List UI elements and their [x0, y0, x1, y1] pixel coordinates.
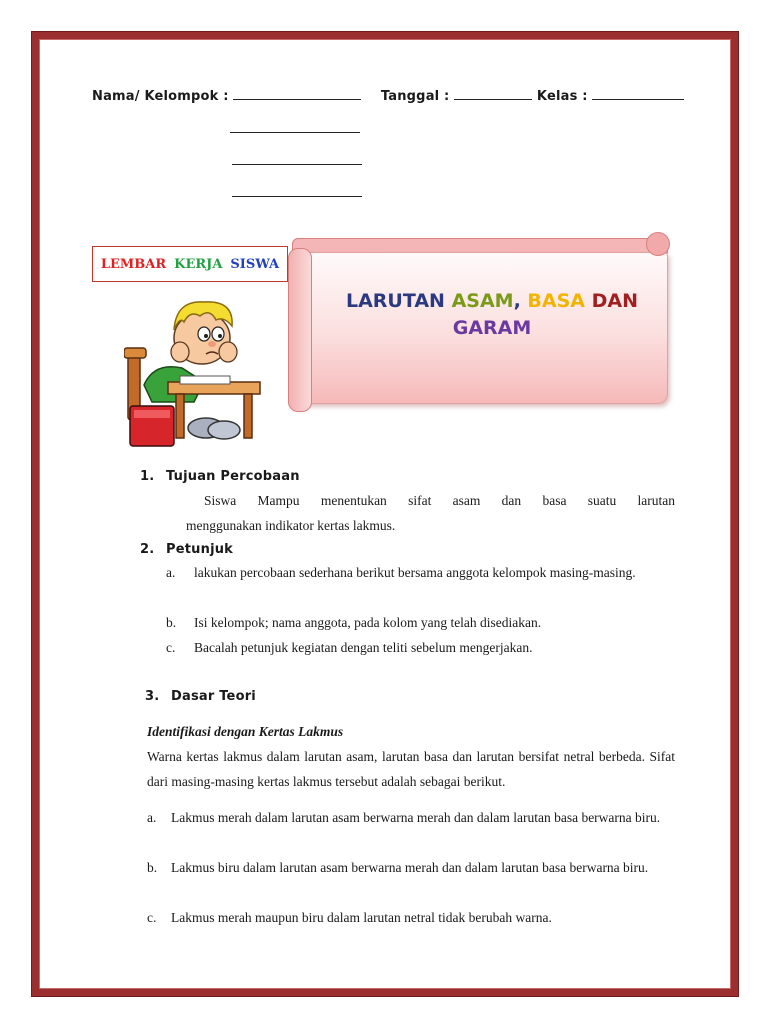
list-item-marker: a.: [166, 565, 176, 580]
section-2-title: Petunjuk: [166, 542, 234, 557]
member-blank-3[interactable]: [232, 196, 362, 197]
student-info-line: [92, 88, 684, 104]
badge-word-kerja: KERJA: [174, 256, 223, 272]
list-item-marker: c.: [147, 910, 157, 925]
nama-label: Nama/ Kelompok :: [92, 89, 229, 104]
kelas-label: Kelas :: [536, 89, 588, 104]
title-word-dan: DAN: [591, 290, 639, 312]
scroll-curl: [646, 232, 670, 256]
list-item-marker: c.: [166, 640, 176, 655]
list-item-text: Lakmus merah maupun biru dalam larutan netral tidak berubah warna.: [171, 910, 552, 925]
member-blank-2[interactable]: [232, 164, 362, 165]
section-1-heading: [140, 469, 300, 484]
section-2-heading: [140, 542, 233, 557]
section-1-body-line-1: Siswa Mampu menentukan sifat asam dan basa suatu larutan: [204, 493, 675, 508]
list-item: [166, 610, 675, 635]
section-3-subheading: Identifikasi dengan Kertas Lakmus: [147, 724, 344, 739]
section-3-intro: Warna kertas lakmus dalam larutan asam, larutan basa dan larutan bersifat netral berbeda. Sifat dari masing-masing kertas lakmus tersebut adalah sebagai berikut.: [147, 749, 675, 789]
section-2-number: 2.: [140, 542, 155, 557]
title-scroll-banner: [292, 238, 670, 410]
title-word-asam: ASAM: [451, 290, 514, 312]
list-item-marker: b.: [147, 860, 158, 875]
list-item-marker: b.: [166, 615, 177, 630]
worksheet-title: [332, 288, 652, 342]
section-1-number: 1.: [140, 469, 155, 484]
list-item-text: Isi kelompok; nama anggota, pada kolom yang telah disediakan.: [194, 615, 542, 630]
section-3-heading: [145, 689, 256, 704]
title-word-garam: GARAM: [452, 317, 532, 339]
section-1-title: Tujuan Percobaan: [166, 469, 300, 484]
title-comma: ,: [513, 290, 521, 312]
badge-word-lembar: LEMBAR: [100, 256, 167, 272]
student-thinking-at-desk-icon: [124, 290, 264, 450]
lembar-kerja-siswa-badge: [92, 246, 288, 282]
list-item-text: Bacalah petunjuk kegiatan dengan teliti sebelum mengerjakan.: [194, 640, 533, 655]
list-item-text: Lakmus merah dalam larutan asam berwarna merah dan dalam larutan basa berwarna biru.: [171, 810, 661, 825]
section-1-body-line-2: menggunakan indikator kertas lakmus.: [186, 518, 396, 533]
nama-blank[interactable]: [233, 88, 361, 100]
list-item: [147, 805, 675, 830]
kelas-blank[interactable]: [592, 88, 684, 100]
section-3-number: 3.: [145, 689, 160, 704]
list-item-text: lakukan percobaan sederhana berikut bersama anggota kelompok masing-masing.: [194, 565, 636, 580]
list-item: [166, 635, 675, 660]
badge-word-siswa: SISWA: [230, 256, 280, 272]
title-word-basa: BASA: [527, 290, 585, 312]
list-item: [147, 905, 675, 930]
member-blank-1[interactable]: [230, 132, 360, 133]
list-item: [147, 855, 675, 880]
scroll-left-roll: [288, 248, 312, 412]
list-item: [166, 560, 675, 585]
list-item-text: Lakmus biru dalam larutan asam berwarna merah dan dalam larutan basa berwarna biru.: [171, 860, 649, 875]
title-word-larutan: LARUTAN: [345, 290, 445, 312]
section-3-title: Dasar Teori: [171, 689, 256, 704]
tanggal-label: Tanggal :: [380, 89, 450, 104]
list-item-marker: a.: [147, 810, 157, 825]
tanggal-blank[interactable]: [454, 88, 532, 100]
